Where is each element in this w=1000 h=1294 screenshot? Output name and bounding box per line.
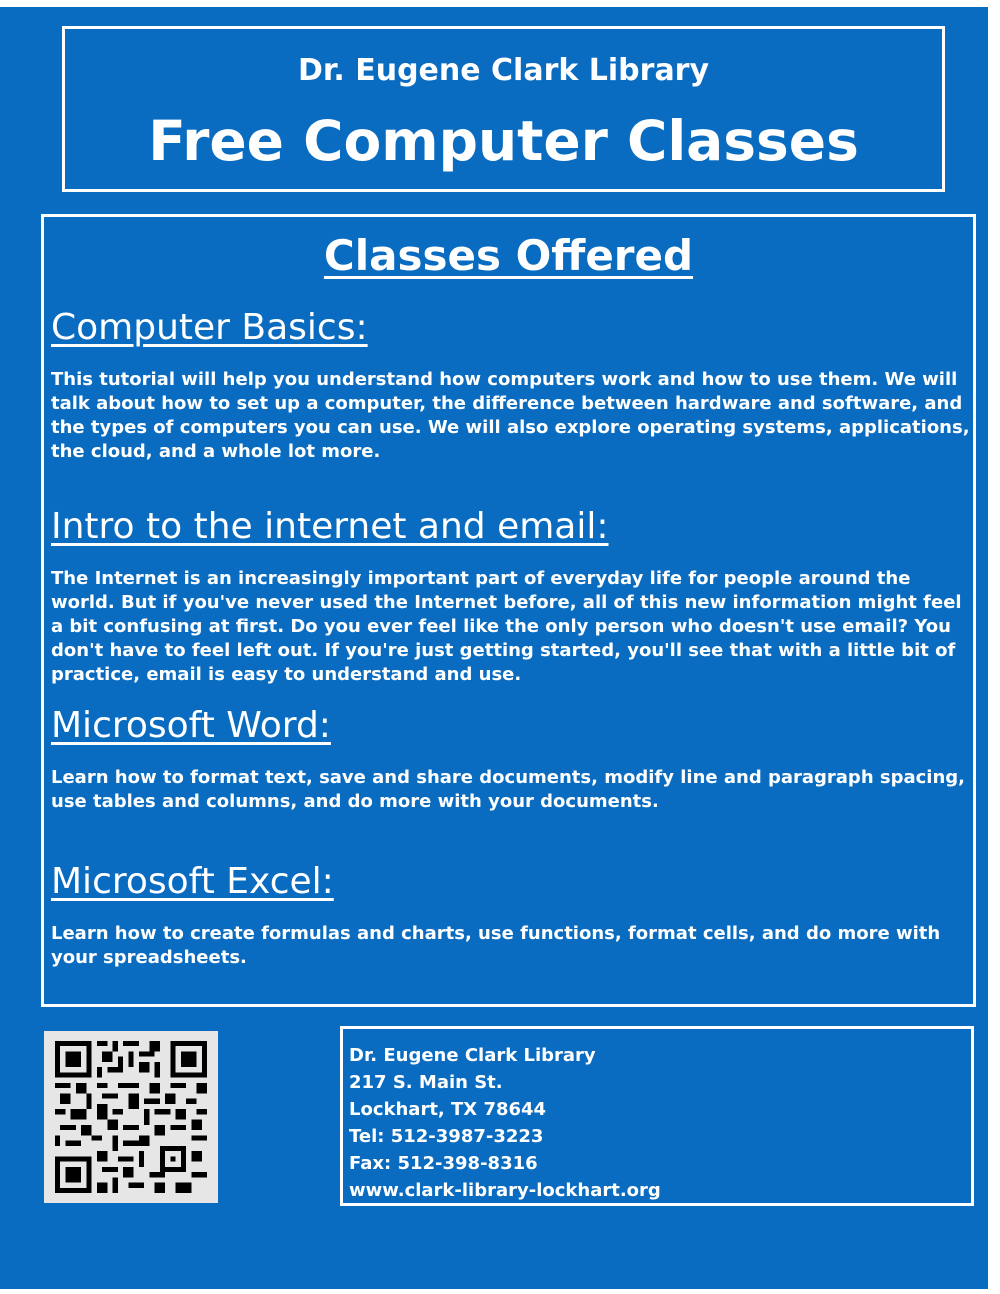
contact-info <box>340 1026 974 1206</box>
class-description-microsoft-excel: Learn how to create formulas and charts, use functions, format cells, and do more with your spreadsheets. <box>51 923 941 968</box>
contact-address: 217 S. Main St. <box>349 1072 503 1093</box>
qr-code-graphic <box>54 1041 208 1193</box>
class-description-microsoft-word: Learn how to format text, save and share documents, modify line and paragraph spacing, use tables and columns, and do more with your documents. <box>51 767 966 812</box>
class-title-microsoft-word: Microsoft Word: <box>51 705 331 746</box>
class-description-internet-email: The Internet is an increasingly important part of everyday life for people around the world. But if you've never used the Internet before, all of this new information might feel a bit confusing at first. Do you ever feel like the only person who doesn't use email? You don't have to feel left out. If you're just getting started, you'll see that with a little bit of practice, email is easy to understand and use. <box>51 568 962 685</box>
contact-phone: Tel: 512-3987-3223 <box>349 1126 544 1147</box>
class-title-microsoft-excel: Microsoft Excel: <box>51 861 334 902</box>
classes-section <box>41 214 976 1007</box>
page-title: Free Computer Classes <box>148 109 859 173</box>
class-title-computer-basics: Computer Basics: <box>51 307 368 348</box>
contact-name: Dr. Eugene Clark Library <box>349 1045 596 1066</box>
flyer <box>0 7 988 1289</box>
contact-city: Lockhart, TX 78644 <box>349 1099 547 1120</box>
class-title-internet-email: Intro to the internet and email: <box>51 506 609 547</box>
contact-website: www.clark-library-lockhart.org <box>349 1180 661 1201</box>
header-box <box>62 26 945 192</box>
qr-code-icon <box>44 1031 218 1203</box>
class-description-computer-basics: This tutorial will help you understand how computers work and how to use them. We will talk about how to set up a computer, the difference between hardware and software, and the types of computers you can use. We will also explore operating systems, applications, the cloud, and a whole lot more. <box>51 369 970 462</box>
library-name: Dr. Eugene Clark Library <box>297 53 710 88</box>
contact-fax: Fax: 512-398-8316 <box>349 1153 538 1174</box>
classes-heading: Classes Offered <box>323 231 694 280</box>
